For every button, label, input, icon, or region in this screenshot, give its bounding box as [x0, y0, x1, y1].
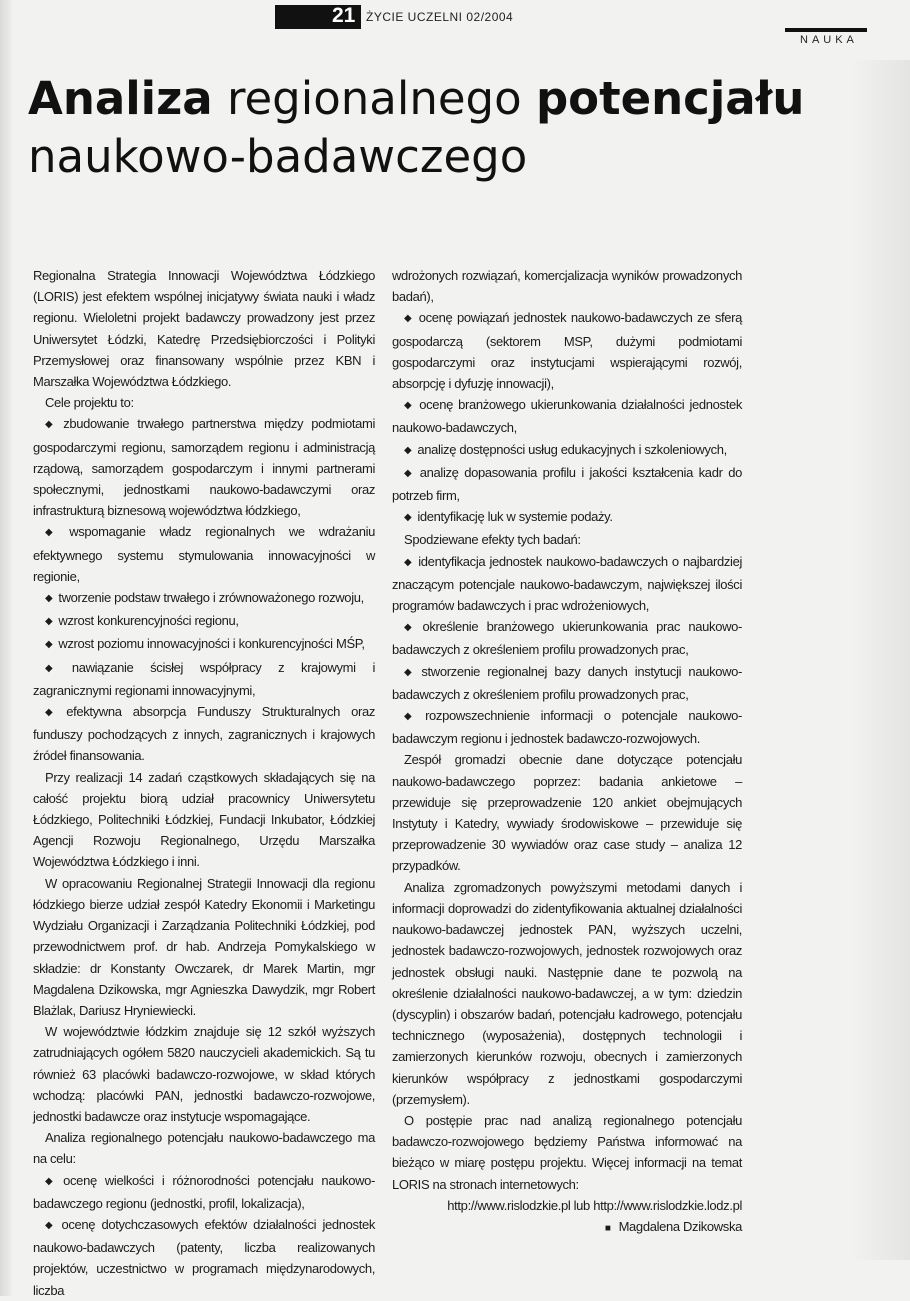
bullet-item: ◆ stworzenie regionalnej bazy danych instytucji naukowo-badawczych z określeniem profilu prowadzonych prac,	[392, 661, 742, 705]
paragraph: W województwie łódzkim znajduje się 12 szkół wyższych zatrudniających ogółem 5820 nauczycieli akademickich. Są tu również 63 placówki badawczo-rozwojowe, w skład których wchodzą: placówki PAN, jednostki badawczo-rozwojowe, jednostki badawcze oraz instytucje wspomagające.	[33, 1024, 375, 1124]
paragraph: Przy realizacji 14 zadań cząstkowych składających się na całość projektu biorą udział pracownicy Uniwersytetu Łódzkiego, Politechniki Łódzkiej, Fundacji Inkubator, Łódzkiej Agencji Rozwoju Regionalnego, Urzędu Marszałka Województwa Łódzkiego i inni.	[33, 769, 375, 870]
article-title	[28, 70, 888, 186]
paragraph: O postępie prac nad analizą regionalnego potencjału badawczo-rozwojowego będziemy Państwa informować na bieżąco w miarę postępu projektu. Więcej informacji na temat LORIS na stronach internetowych:	[392, 1112, 742, 1192]
paragraph: Regionalna Strategia Innowacji Województwa Łódzkiego (LORIS) jest efektem wspólnej inicjatywy świata nauki i władz regionu. Wieloletni projekt badawczy prowadzony jest przez Uniwersytet Łódzki, Katedrę Przedsiębiorczości i Polityki Przemysłowej oraz finansowany wspólnie przez KBN i Marszałka Województwa Łódzkiego.	[33, 268, 375, 390]
bullet-item: ◆ ocenę dotychczasowych efektów działalności jednostek naukowo-badawczych (patenty, liczba realizowanych projektów, uczestnictwo w programach międzynarodowych, liczba	[33, 1214, 375, 1301]
paragraph: wdrożonych rozwiązań, komercjalizacja wyników prowadzonych badań),	[392, 268, 742, 305]
bullet-item: ◆ analizę dostępności usług edukacyjnych i szkoleniowych,	[392, 439, 742, 462]
paragraph: Cele projektu to:	[45, 395, 134, 411]
bullet-item: ◆ analizę dopasowania profilu i jakości kształcenia kadr do potrzeb firm,	[392, 462, 742, 506]
page-edge-shadow	[850, 60, 910, 1260]
bullet-item: ◆ identyfikację luk w systemie podaży.	[392, 506, 742, 529]
bullet-item: ◆ ocenę powiązań jednostek naukowo-badawczych ze sferą gospodarczą (sektorem MSP, dużymi podmiotami gospodarczymi oraz instytucjami wspierającymi rozwój, absorpcję i dyfuzję innowacji),	[392, 307, 742, 394]
paragraph: W opracowaniu Regionalnej Strategii Innowacji dla regionu łódzkiego bierze udział zespół Katedry Ekonomii i Marketingu Wydziału Organizacji i Zarządzania Politechniki Łódzkiej, pod przewodnictwem prof. dr hab. Andrzeja Pomykalskiego w składzie: dr Konstanty Owczarek, dr Marek Martin, mgr Magdalena Dzikowska, mgr Agnieszka Dawydzik, mgr Robert Blażlak, Dariusz Hryniewiecki.	[33, 875, 375, 1018]
paragraph: Zespół gromadzi obecnie dane dotyczące potencjału naukowo-badawczego poprzez: badania ankietowe – przewiduje się przeprowadzenie 120 ankiet obejmujących Instytuty i Katedry, wywiady środowiskowe – przewiduje się przeprowadzenie 30 wywiadów oraz case study – analiza 12 przypadków.	[392, 752, 742, 874]
bullet-item: ◆ wzrost poziomu innowacyjności i konkurencyjności MŚP,	[33, 633, 375, 656]
title-part-1: Analiza	[28, 72, 213, 125]
left-column	[33, 265, 375, 1301]
bullet-item: ◆ wzrost konkurencyjności regionu,	[33, 610, 375, 633]
paragraph: Analiza regionalnego potencjału naukowo-badawczego ma na celu:	[33, 1130, 375, 1167]
title-part-2: regionalnego	[212, 72, 536, 125]
bullet-item: ◆ ocenę branżowego ukierunkowania działalności jednostek naukowo-badawczych,	[392, 394, 742, 438]
page-gutter-shadow	[0, 0, 14, 1296]
title-part-4: naukowo-badawczego	[28, 130, 528, 183]
website-links: http://www.rislodzkie.pl lub http://www.rislodzkie.lodz.pl	[447, 1197, 742, 1213]
paragraph: Spodziewane efekty tych badań:	[404, 532, 581, 548]
bullet-item: ◆ identyfikacja jednostek naukowo-badawczych o najbardziej znaczącym potencjale naukowo-badawczym, największej ilości programów badawczych i prac wdrożeniowych,	[392, 551, 742, 617]
section-rule	[785, 28, 867, 32]
paragraph: Analiza zgromadzonych powyższymi metodami danych i informacji doprowadzi do zidentyfikowania aktualnej działalności naukowo-badawczej jednostek PAN, wyższych uczelni, jednostek badawczo-rozwojowych, jednostek rozwojowych oraz jednostek obsługi nauki. Następnie dane te pozwolą na określenie działalności naukowo-badawczej, a w tym: dziedzin (dyscyplin) i obszarów badań, potencjału kadrowego, potencjału technicznego (wyposażenia), dostępnych technologii i zamierzonych kierunków rozwoju, obecnych i zamierzonych kierunków współpracy z jednostkami gospodarczymi (przemysłem).	[392, 879, 742, 1107]
bullet-item: ◆ zbudowanie trwałego partnerstwa między podmiotami gospodarczymi regionu, samorządem regionu i administracją rządową, samorządem gospodarczym i innymi partnerami społecznymi, jednostkami naukowo-badawczymi oraz infrastrukturą biznesową województwa łódzkiego,	[33, 413, 375, 521]
bullet-item: ◆ nawiązanie ścisłej współpracy z krajowymi i zagranicznymi regionami innowacyjnymi,	[33, 657, 375, 701]
right-column	[392, 265, 742, 1239]
bullet-item: ◆ efektywna absorpcja Funduszy Strukturalnych oraz funduszy pochodzących z innych, zagranicznych i krajowych źródeł finansowania.	[33, 701, 375, 767]
title-part-3: potencjału	[535, 72, 805, 125]
bullet-item: ◆ ocenę wielkości i różnorodności potencjału naukowo-badawczego regionu (jednostki, profil, lokalizacja),	[33, 1170, 375, 1214]
bullet-item: ◆ tworzenie podstaw trwałego i zrównoważonego rozwoju,	[33, 587, 375, 610]
page-number: 21	[332, 4, 356, 27]
section-label: NAUKA	[800, 34, 858, 46]
author-signature: ■ Magdalena Dzikowska	[392, 1216, 742, 1239]
bullet-item: ◆ wspomaganie władz regionalnych we wdrażaniu efektywnego systemu stymulowania innowacyjności w regionie,	[33, 521, 375, 587]
bullet-item: ◆ określenie branżowego ukierunkowania prac naukowo-badawczych z określeniem profilu prowadzonych prac,	[392, 616, 742, 660]
bullet-item: ◆ rozpowszechnienie informacji o potencjale naukowo-badawczym regionu i jednostek badawczo-rozwojowych.	[392, 705, 742, 749]
publication-label: ŻYCIE UCZELNI 02/2004	[366, 10, 514, 24]
